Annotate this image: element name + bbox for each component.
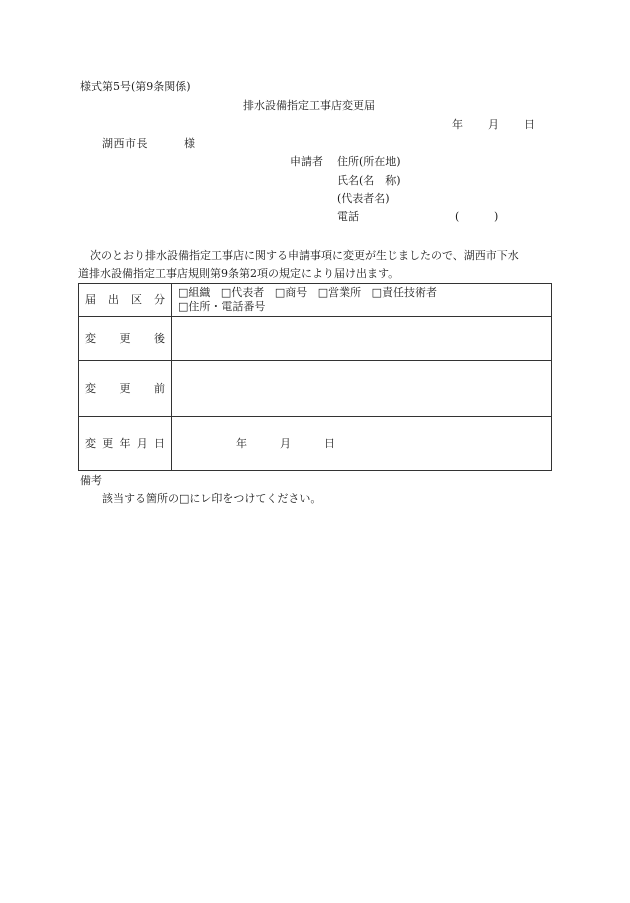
change-date-month: 月 <box>280 436 291 450</box>
before-label-char: 更 <box>119 381 131 395</box>
before-label-char: 前 <box>154 381 165 395</box>
form-number: 様式第5号(第9条関係) <box>80 80 191 93</box>
table-row-after <box>79 317 552 361</box>
phone-paren-open: ( <box>455 210 460 223</box>
date-label-cell <box>79 417 172 471</box>
category-option-address-phone[interactable]: □住所・電話番号 <box>178 300 266 313</box>
change-form-table <box>78 283 552 471</box>
change-date-day: 日 <box>324 436 335 450</box>
table-row-date <box>79 417 552 471</box>
applicant-name-label: 氏名(名 称) <box>337 174 401 187</box>
applicant-rep-label: (代表者名) <box>337 192 390 205</box>
type-label-char: 届 <box>85 293 96 306</box>
date-year: 年 <box>452 118 463 131</box>
date-label-char: 月 <box>136 436 148 450</box>
date-value-cell[interactable] <box>172 417 552 471</box>
after-label-char: 更 <box>119 331 131 345</box>
before-label-cell <box>79 361 172 417</box>
body-text-line-2: 道排水設備指定工事店規則第9条第2項の規定により届け出ます。 <box>78 267 400 280</box>
phone-paren-close: ) <box>494 210 499 223</box>
before-value-cell[interactable] <box>172 361 552 417</box>
type-label-char: 区 <box>131 293 142 306</box>
applicant-label: 申請者 <box>290 155 323 168</box>
category-options-cell <box>172 284 552 317</box>
type-label-cell <box>79 284 172 317</box>
applicant-address-label: 住所(所在地) <box>337 155 401 168</box>
change-date-year: 年 <box>236 436 247 450</box>
date-label-char: 変 <box>85 436 96 450</box>
type-label-char: 分 <box>154 293 165 306</box>
remarks-title: 備考 <box>80 474 102 487</box>
after-label-char: 変 <box>85 331 96 345</box>
category-option-office[interactable]: □営業所 <box>317 286 362 299</box>
after-value-cell[interactable] <box>172 317 552 361</box>
category-option-representative[interactable]: □代表者 <box>220 286 265 299</box>
body-text-line-1: 次のとおり排水設備指定工事店に関する申請事項に変更が生じましたので、湖西市下水 <box>90 249 519 262</box>
table-row-type <box>79 284 552 317</box>
category-option-chief-engineer[interactable]: □責任技術者 <box>371 286 438 299</box>
table-row-before <box>79 361 552 417</box>
date-label-char: 更 <box>102 436 114 450</box>
document-title: 排水設備指定工事店変更届 <box>243 99 375 112</box>
after-label-char: 後 <box>154 331 165 345</box>
date-label-char: 日 <box>154 436 165 450</box>
category-option-organization[interactable]: □組織 <box>178 286 211 299</box>
remarks-text: 該当する箇所の□にレ印をつけてください。 <box>102 492 322 505</box>
after-label-cell <box>79 317 172 361</box>
addressee-honorific: 様 <box>184 137 195 150</box>
date-label-char: 年 <box>119 436 131 450</box>
applicant-phone-label: 電話 <box>337 210 359 223</box>
before-label-char: 変 <box>85 381 96 395</box>
category-option-trade-name[interactable]: □商号 <box>274 286 308 299</box>
type-label-char: 出 <box>108 293 119 306</box>
date-day: 日 <box>524 118 535 131</box>
addressee-name: 湖西市長 <box>102 137 148 150</box>
date-month: 月 <box>488 118 499 131</box>
